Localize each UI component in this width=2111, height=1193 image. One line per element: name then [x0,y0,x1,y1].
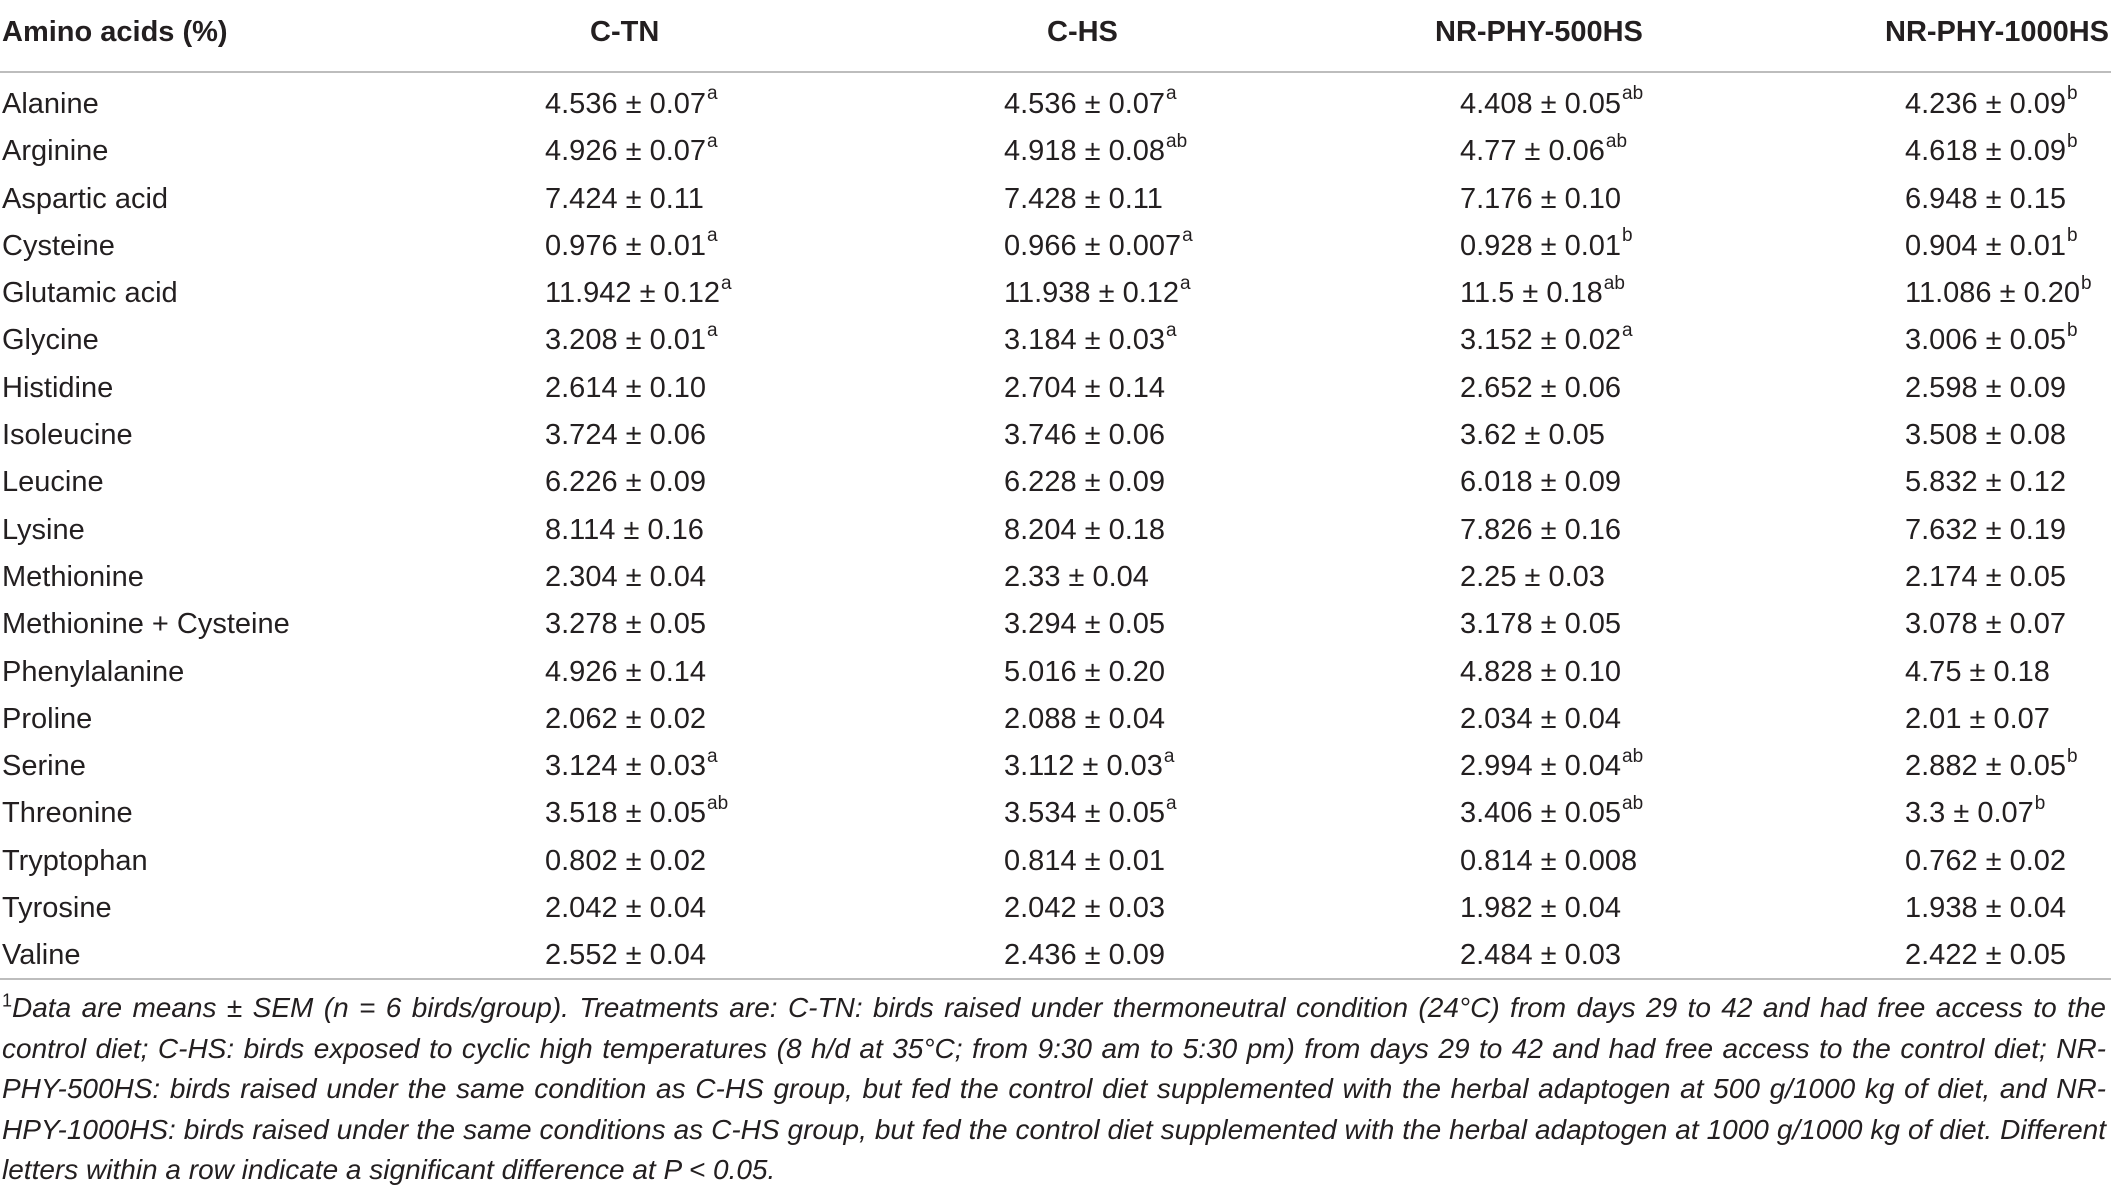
mean-sem-value: 2.598 ± 0.09 [1905,371,2067,404]
table-row [0,888,2111,935]
significance-letter: ab [1605,130,1628,152]
value-cell [545,419,707,452]
value-cell [1004,319,1177,357]
value-cell [1460,792,1644,830]
significance-letter: a [707,745,718,767]
table-row [0,462,2111,509]
header-nr-phy-500hs: NR-PHY-500HS [1435,16,1643,48]
value-cell [1460,419,1606,452]
mean-sem-value: 2.994 ± 0.04 [1460,750,1622,783]
amino-acid-name: Glutamic acid [2,277,178,310]
mean-sem-value: 2.436 ± 0.09 [1004,939,1166,972]
mean-sem-value: 11.086 ± 0.20 [1905,277,2081,310]
mean-sem-value: 3.294 ± 0.05 [1004,608,1166,641]
value-cell [1004,745,1175,783]
mean-sem-value: 0.814 ± 0.008 [1460,844,1638,877]
value-cell [1905,272,2092,310]
value-cell [1004,83,1177,121]
mean-sem-value: 4.408 ± 0.05 [1460,88,1622,120]
table-row [0,415,2111,462]
mean-sem-value: 5.016 ± 0.20 [1004,655,1166,688]
mean-sem-value: 3.724 ± 0.06 [545,419,707,452]
mean-sem-value: 4.618 ± 0.09 [1905,135,2067,168]
significance-letter: ab [1603,272,1625,294]
mean-sem-value: 3.508 ± 0.08 [1905,419,2067,452]
footnote-text: Data are means ± SEM (n = 6 birds/group). Treatments are: C-TN: birds raised under thermoneutral condition (24°C) from days 29 to 42 and had free access to the control diet; C-HS: birds exposed to cyclic high temperatures (8 h/d at 35°C; from 9:30 am to 5:30 pm) from days 29 to 42 and had free access to the control diet; NR-PHY-500HS: birds raised under the same condition as C-HS group, but fed the control diet supplemented with the herbal adaptogen at 500 g/1000 kg of diet, and NR-HPY-1000HS: birds raised under the same conditions as C-HS group, but fed the control diet supplemented with the herbal adaptogen at 1000 g/1000 kg of diet. Different letters within a row indicate a significant difference at P < 0.05. [2,992,2106,1185]
value-cell [1004,845,1166,878]
value-cell [545,183,705,216]
value-cell [1004,225,1193,263]
value-cell [1905,656,2051,689]
table-header [0,0,2111,73]
value-cell [1460,514,1622,547]
value-cell [1004,656,1166,689]
table-row [0,84,2111,131]
value-cell [1460,183,1622,216]
significance-letter: ab [707,792,729,814]
significance-letter: a [1166,319,1177,341]
amino-acid-name: Aspartic acid [2,182,169,215]
amino-acid-name: Serine [2,750,86,783]
value-cell [1905,225,2078,263]
value-cell [545,745,718,783]
mean-sem-value: 4.77 ± 0.06 [1460,135,1605,168]
mean-sem-value: 3.078 ± 0.07 [1905,608,2067,641]
mean-sem-value: 3.178 ± 0.05 [1460,608,1622,641]
mean-sem-value: 7.176 ± 0.10 [1460,182,1622,215]
significance-letter: b [2067,83,2078,105]
value-cell [1905,183,2067,216]
mean-sem-value: 3.746 ± 0.06 [1004,419,1166,452]
mean-sem-value: 3.518 ± 0.05 [545,797,707,830]
mean-sem-value: 2.704 ± 0.14 [1004,371,1166,404]
table-row [0,179,2111,226]
value-cell [1905,83,2078,121]
value-cell [545,225,718,263]
value-cell [1460,466,1622,499]
significance-letter: ab [1622,83,1644,105]
mean-sem-value: 2.034 ± 0.04 [1460,702,1622,735]
value-cell [545,892,707,925]
significance-letter: b [2067,319,2078,341]
value-cell [1460,745,1644,783]
amino-acid-name: Alanine [2,88,99,120]
mean-sem-value: 4.828 ± 0.10 [1460,655,1622,688]
value-cell [1004,514,1166,547]
value-cell [1905,419,2067,452]
mean-sem-value: 11.942 ± 0.12 [545,277,721,310]
significance-letter: a [707,83,718,105]
value-cell [1460,703,1622,736]
table-row [0,604,2111,651]
mean-sem-value: 7.428 ± 0.11 [1004,182,1163,215]
mean-sem-value: 2.484 ± 0.03 [1460,939,1622,972]
mean-sem-value: 3.112 ± 0.03 [1004,750,1163,783]
significance-letter: b [2034,792,2046,814]
mean-sem-value: 2.062 ± 0.02 [545,702,707,735]
significance-letter: a [1180,272,1191,294]
amino-acid-name: Phenylalanine [2,655,185,688]
mean-sem-value: 4.918 ± 0.08 [1004,135,1166,168]
value-cell [1905,130,2078,168]
significance-letter: a [707,225,718,247]
value-cell [545,272,732,310]
value-cell [545,130,718,168]
table-row [0,131,2111,178]
footnote-marker: 1 [2,990,13,1011]
mean-sem-value: 0.762 ± 0.02 [1905,844,2067,877]
mean-sem-value: 8.204 ± 0.18 [1004,513,1166,546]
mean-sem-value: 6.018 ± 0.09 [1460,466,1622,499]
amino-acid-name: Valine [2,939,81,972]
mean-sem-value: 3.006 ± 0.05 [1905,324,2067,357]
mean-sem-value: 3.406 ± 0.05 [1460,797,1622,830]
value-cell [1905,561,2067,594]
amino-acid-name: Tryptophan [2,844,148,877]
value-cell [545,372,707,405]
table-row [0,226,2111,273]
significance-letter: a [1182,225,1193,247]
value-cell [1460,656,1622,689]
mean-sem-value: 1.982 ± 0.04 [1460,892,1622,925]
mean-sem-value: 3.208 ± 0.01 [545,324,707,357]
mean-sem-value: 6.226 ± 0.09 [545,466,707,499]
value-cell [1460,272,1625,310]
table-row [0,273,2111,320]
amino-acid-name: Methionine [2,560,144,593]
table-row [0,557,2111,604]
mean-sem-value: 0.904 ± 0.01 [1905,229,2067,262]
mean-sem-value: 2.174 ± 0.05 [1905,560,2067,593]
mean-sem-value: 2.422 ± 0.05 [1905,939,2067,972]
value-cell [1460,845,1638,878]
value-cell [1905,372,2067,405]
value-cell [1004,372,1166,405]
mean-sem-value: 2.01 ± 0.07 [1905,702,2050,735]
mean-sem-value: 4.536 ± 0.07 [1004,88,1166,120]
value-cell [1004,703,1166,736]
value-cell [1905,845,2067,878]
mean-sem-value: 6.948 ± 0.15 [1905,182,2067,215]
value-cell [1905,792,2046,830]
significance-letter: a [1166,792,1177,814]
mean-sem-value: 11.5 ± 0.18 [1460,277,1603,310]
header-amino-acids: Amino acids (%) [2,16,228,48]
mean-sem-value: 7.826 ± 0.16 [1460,513,1622,546]
significance-letter: b [2067,745,2078,767]
significance-letter: a [1166,83,1177,105]
table-row [0,841,2111,888]
value-cell [545,703,707,736]
mean-sem-value: 2.552 ± 0.04 [545,939,707,972]
table-row [0,935,2111,982]
value-cell [1004,792,1177,830]
mean-sem-value: 6.228 ± 0.09 [1004,466,1166,499]
significance-letter: ab [1166,130,1188,152]
mean-sem-value: 4.926 ± 0.07 [545,135,707,168]
value-cell [545,792,729,830]
mean-sem-value: 11.938 ± 0.12 [1004,277,1180,310]
mean-sem-value: 2.042 ± 0.04 [545,892,707,925]
value-cell [1004,892,1166,925]
mean-sem-value: 2.652 ± 0.06 [1460,371,1622,404]
table-bottom-rule [0,978,2111,980]
mean-sem-value: 3.3 ± 0.07 [1905,797,2034,830]
value-cell [1004,608,1166,641]
mean-sem-value: 2.042 ± 0.03 [1004,892,1166,925]
mean-sem-value: 3.278 ± 0.05 [545,608,707,641]
mean-sem-value: 7.632 ± 0.19 [1905,513,2067,546]
header-c-tn: C-TN [590,16,660,48]
value-cell [545,466,707,499]
value-cell [1004,939,1166,972]
significance-letter: b [1622,225,1633,247]
value-cell [545,845,707,878]
amino-acid-name: Arginine [2,135,109,168]
value-cell [1004,561,1150,594]
table-body [0,84,2111,983]
table-row [0,746,2111,793]
table-row [0,793,2111,840]
value-cell [1905,939,2067,972]
value-cell [1460,561,1606,594]
mean-sem-value: 2.882 ± 0.05 [1905,750,2067,783]
mean-sem-value: 4.236 ± 0.09 [1905,88,2067,120]
value-cell [1004,130,1188,168]
amino-acid-name: Lysine [2,513,85,546]
value-cell [1905,466,2067,499]
table-row [0,652,2111,699]
significance-letter: a [707,319,718,341]
amino-acid-name: Isoleucine [2,419,133,452]
table-row [0,510,2111,557]
significance-letter: a [1163,745,1175,767]
amino-acid-name: Methionine + Cysteine [2,608,290,641]
value-cell [545,939,707,972]
value-cell [1004,183,1164,216]
mean-sem-value: 0.802 ± 0.02 [545,844,707,877]
amino-acid-name: Glycine [2,324,99,357]
value-cell [1460,372,1622,405]
mean-sem-value: 3.152 ± 0.02 [1460,324,1622,357]
mean-sem-value: 4.926 ± 0.14 [545,655,707,688]
mean-sem-value: 2.25 ± 0.03 [1460,560,1605,593]
mean-sem-value: 4.536 ± 0.07 [545,88,707,120]
significance-letter: a [707,130,718,152]
value-cell [1460,319,1633,357]
mean-sem-value: 7.424 ± 0.11 [545,182,704,215]
mean-sem-value: 0.814 ± 0.01 [1004,844,1166,877]
mean-sem-value: 2.33 ± 0.04 [1004,560,1149,593]
significance-letter: b [2067,225,2078,247]
amino-acid-name: Cysteine [2,229,115,262]
mean-sem-value: 3.534 ± 0.05 [1004,797,1166,830]
mean-sem-value: 5.832 ± 0.12 [1905,466,2067,499]
value-cell [545,608,707,641]
significance-letter: ab [1622,745,1644,767]
table-footnote [2,988,2106,1191]
mean-sem-value: 2.614 ± 0.10 [545,371,707,404]
mean-sem-value: 0.928 ± 0.01 [1460,229,1622,262]
significance-letter: a [1622,319,1633,341]
value-cell [1460,939,1622,972]
value-cell [1460,130,1628,168]
value-cell [1905,703,2051,736]
value-cell [1460,83,1644,121]
table-row [0,320,2111,367]
value-cell [1905,745,2078,783]
mean-sem-value: 3.184 ± 0.03 [1004,324,1166,357]
mean-sem-value: 3.124 ± 0.03 [545,750,707,783]
value-cell [1905,892,2067,925]
value-cell [545,514,705,547]
mean-sem-value: 0.966 ± 0.007 [1004,229,1182,262]
amino-acid-name: Proline [2,702,93,735]
value-cell [1004,272,1191,310]
header-c-hs: C-HS [1047,16,1118,48]
mean-sem-value: 2.088 ± 0.04 [1004,702,1166,735]
value-cell [1460,225,1633,263]
value-cell [1905,514,2067,547]
value-cell [1004,419,1166,452]
amino-acid-name: Threonine [2,797,133,830]
value-cell [545,656,707,689]
value-cell [545,561,707,594]
value-cell [1905,319,2078,357]
value-cell [1004,466,1166,499]
table-row [0,368,2111,415]
mean-sem-value: 0.976 ± 0.01 [545,229,707,262]
value-cell [1460,608,1622,641]
header-nr-phy-1000hs: NR-PHY-1000HS [1885,16,2110,48]
mean-sem-value: 8.114 ± 0.16 [545,513,704,546]
amino-acid-name: Histidine [2,371,114,404]
amino-acid-name: Tyrosine [2,892,112,925]
table-row [0,699,2111,746]
amino-acid-name: Leucine [2,466,104,499]
mean-sem-value: 2.304 ± 0.04 [545,560,707,593]
significance-letter: b [2067,130,2078,152]
significance-letter: a [721,272,732,294]
value-cell [545,319,718,357]
value-cell [1460,892,1622,925]
significance-letter: ab [1622,792,1644,814]
mean-sem-value: 4.75 ± 0.18 [1905,655,2050,688]
mean-sem-value: 1.938 ± 0.04 [1905,892,2067,925]
value-cell [545,83,718,121]
value-cell [1905,608,2067,641]
significance-letter: b [2081,272,2092,294]
mean-sem-value: 3.62 ± 0.05 [1460,419,1605,452]
